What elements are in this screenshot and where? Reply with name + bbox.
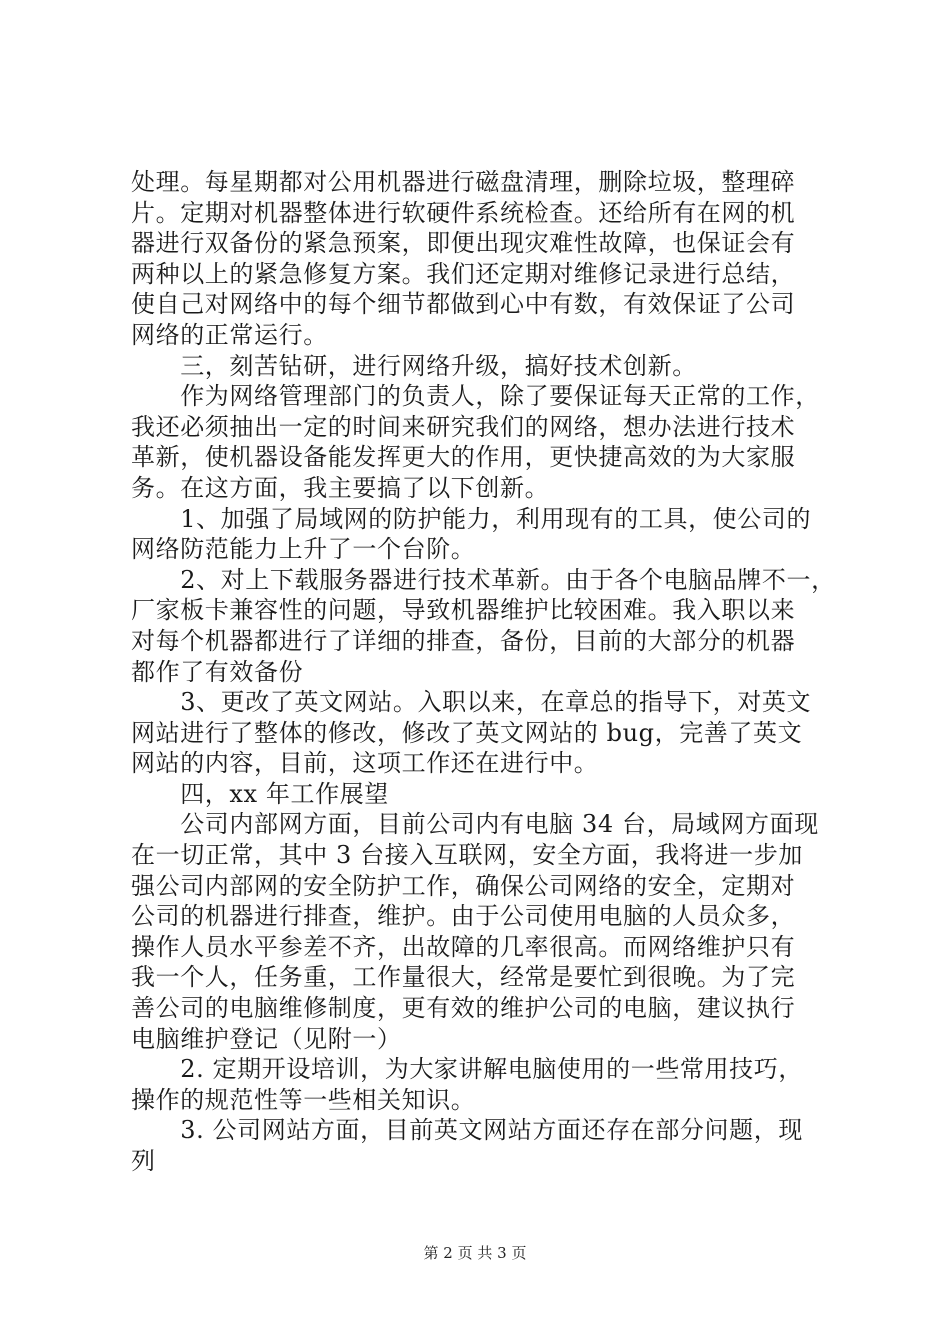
section-heading: 四，xx 年工作展望: [131, 779, 389, 808]
text-line: 网站的内容，目前，这项工作还在进行中。: [131, 749, 599, 778]
text-line: 3、更改了英文网站。入职以来，在章总的指导下，对英文: [131, 688, 812, 717]
text-line: 公司的机器进行排查，维护。由于公司使用电脑的人员众多，: [131, 902, 796, 931]
text-line: 2. 定期开设培训，为大家讲解电脑使用的一些常用技巧，: [131, 1055, 803, 1084]
text-line: 操作人员水平参差不齐，出故障的几率很高。而网络维护只有: [131, 932, 796, 961]
text-line: 务。在这方面，我主要搞了以下创新。: [131, 473, 550, 502]
section-heading: 三，刻苦钻研，进行网络升级，搞好技术创新。: [131, 351, 697, 380]
text-line: 网络的正常运行。: [131, 320, 328, 349]
text-line: 革新，使机器设备能发挥更大的作用，更快捷高效的为大家服: [131, 443, 796, 472]
text-line: 两种以上的紧急修复方案。我们还定期对维修记录进行总结，: [131, 259, 796, 288]
text-line: 操作的规范性等一些相关知识。: [131, 1085, 476, 1114]
text-line: 1、加强了局域网的防护能力，利用现有的工具，使公司的: [131, 504, 812, 533]
text-line: 2、对上下载服务器进行技术革新。由于各个电脑品牌不一，: [131, 565, 836, 594]
text-line: 强公司内部网的安全防护工作，确保公司网络的安全，定期对: [131, 871, 796, 900]
text-line: 电脑维护登记（见附一）: [131, 1024, 402, 1053]
text-line: 片。定期对机器整体进行软硬件系统检查。还给所有在网的机: [131, 198, 796, 227]
text-line: 使自己对网络中的每个细节都做到心中有数，有效保证了公司: [131, 290, 796, 319]
text-line: 我一个人，任务重，工作量很大，经常是要忙到很晚。为了完: [131, 963, 796, 992]
text-line: 厂家板卡兼容性的问题，导致机器维护比较困难。我入职以来: [131, 596, 796, 625]
text-line: 都作了有效备份: [131, 657, 304, 686]
text-line: 处理。每星期都对公用机器进行磁盘清理，删除垃圾，整理碎: [131, 168, 796, 196]
text-line: 善公司的电脑维修制度，更有效的维护公司的电脑，建议执行: [131, 994, 796, 1023]
text-line: 网络防范能力上升了一个台阶。: [131, 535, 476, 564]
body-text: [131, 167, 836, 1177]
page-footer: 第 2 页 共 3 页: [423, 1244, 527, 1262]
text-line: 网站进行了整体的修改，修改了英文网站的 bug，完善了英文: [131, 718, 803, 747]
text-line: 3. 公司网站方面，目前英文网站方面还存在部分问题，现: [131, 1116, 803, 1145]
text-line: 对每个机器都进行了详细的排查，备份，目前的大部分的机器: [131, 626, 796, 655]
text-line: 列: [131, 1147, 156, 1175]
text-line: 器进行双备份的紧急预案，即便出现灾难性故障，也保证会有: [131, 229, 796, 258]
text-line: 公司内部网方面，目前公司内有电脑 34 台，局域网方面现: [131, 810, 819, 839]
text-line: 我还必须抽出一定的时间来研究我们的网络，想办法进行技术: [131, 412, 796, 441]
text-line: 在一切正常，其中 3 台接入互联网，安全方面，我将进一步加: [131, 841, 803, 870]
text-line: 作为网络管理部门的负责人，除了要保证每天正常的工作，: [131, 382, 820, 411]
